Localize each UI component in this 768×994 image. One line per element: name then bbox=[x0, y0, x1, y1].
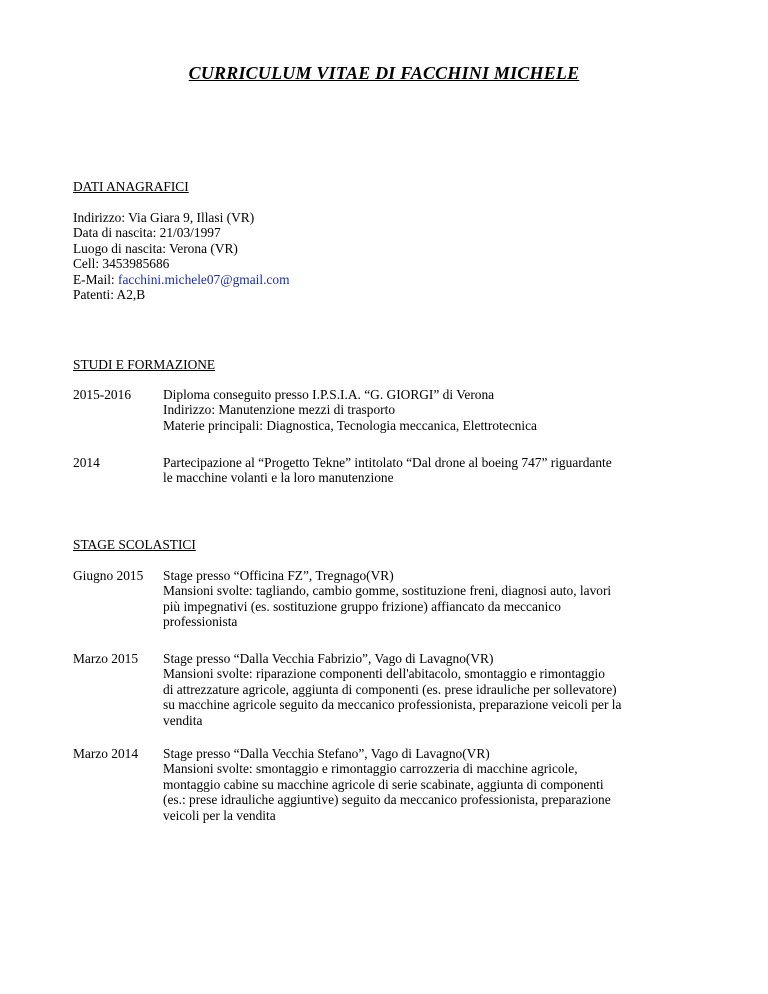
birthdate-value: 21/03/1997 bbox=[159, 225, 221, 241]
entry-line: Stage presso “Dalla Vecchia Stefano”, Vago di Lavagno(VR) bbox=[163, 746, 490, 761]
entry-description bbox=[163, 568, 713, 630]
phone-label: Cell: bbox=[73, 256, 100, 272]
section-heading-personal: DATI ANAGRAFICI bbox=[73, 179, 189, 194]
address-label: Indirizzo: bbox=[73, 210, 126, 225]
birthdate-row bbox=[73, 225, 713, 240]
entry-line: montaggio cabine su macchine agricole di serie scabinate, aggiunta di componenti bbox=[163, 776, 604, 792]
address-row bbox=[73, 210, 713, 225]
entry-date: Giugno 2015 bbox=[73, 568, 144, 583]
entry-line: più impegnativi (es. sostituzione gruppo frizione) affiancato da meccanico bbox=[163, 598, 561, 614]
phone-row bbox=[73, 256, 713, 271]
address-value: Via Giara 9, Illasi (VR) bbox=[128, 210, 255, 225]
entry-line: Stage presso “Dalla Vecchia Fabrizio”, Vago di Lavagno(VR) bbox=[163, 651, 494, 666]
entry-date: 2015-2016 bbox=[73, 387, 132, 402]
entry-line: Materie principali: Diagnostica, Tecnologia meccanica, Elettrotecnica bbox=[163, 417, 537, 433]
entry-date: 2014 bbox=[73, 455, 100, 470]
section-heading-internships: STAGE SCOLASTICI bbox=[73, 537, 196, 552]
email-link[interactable]: facchini.michele07@gmail.com bbox=[118, 271, 290, 287]
entry-date: Marzo 2014 bbox=[73, 746, 139, 761]
document-title: CURRICULUM VITAE DI FACCHINI MICHELE bbox=[188, 63, 580, 83]
birthplace-label: Luogo di nascita: bbox=[73, 240, 166, 256]
license-row bbox=[73, 287, 713, 302]
entry-line: di attrezzature agricole, aggiunta di componenti (es. prese idrauliche per sollevatore) bbox=[163, 681, 617, 697]
birthdate-label: Data di nascita: bbox=[73, 225, 157, 241]
birthplace-value: Verona (VR) bbox=[169, 240, 238, 256]
entry-line: Partecipazione al “Progetto Tekne” intitolato “Dal drone al boeing 747” riguardante bbox=[163, 455, 612, 470]
entry-line: Indirizzo: Manutenzione mezzi di trasporto bbox=[163, 402, 396, 418]
license-label: Patenti: bbox=[73, 287, 114, 303]
entry-description bbox=[163, 746, 713, 823]
entry-line: le macchine volanti e la loro manutenzione bbox=[163, 470, 394, 486]
entry-line: Stage presso “Officina FZ”, Tregnago(VR) bbox=[163, 568, 394, 583]
entry-line: Mansioni svolte: tagliando, cambio gomme, sostituzione freni, diagnosi auto, lavori bbox=[163, 583, 612, 599]
entry-line: (es.: prese idrauliche aggiuntive) seguito da meccanico professionista, preparazione bbox=[163, 792, 611, 808]
personal-info bbox=[73, 210, 713, 302]
entry-line: Mansioni svolte: riparazione componenti dell'abitacolo, smontaggio e rimontaggio bbox=[163, 666, 605, 682]
entry-line: su macchine agricole seguito da meccanico professionista, preparazione veicoli per la bbox=[163, 697, 622, 713]
birthplace-row bbox=[73, 241, 713, 256]
section-heading-education: STUDI E FORMAZIONE bbox=[73, 357, 216, 372]
license-value: A2,B bbox=[116, 287, 146, 303]
entry-date: Marzo 2015 bbox=[73, 651, 139, 666]
email-row bbox=[73, 272, 713, 287]
phone-value: 3453985686 bbox=[102, 256, 170, 272]
entry-line: professionista bbox=[163, 614, 238, 630]
entry-line: vendita bbox=[163, 712, 203, 728]
entry-description bbox=[163, 387, 713, 433]
entry-line: Mansioni svolte: smontaggio e rimontaggio carrozzeria di macchine agricole, bbox=[163, 761, 578, 777]
entry-description bbox=[163, 651, 713, 728]
email-label: E-Mail: bbox=[73, 271, 115, 287]
entry-line: veicoli per la vendita bbox=[163, 807, 276, 823]
entry-description bbox=[163, 455, 713, 486]
entry-line: Diploma conseguito presso I.P.S.I.A. “G. GIORGI” di Verona bbox=[163, 387, 495, 402]
